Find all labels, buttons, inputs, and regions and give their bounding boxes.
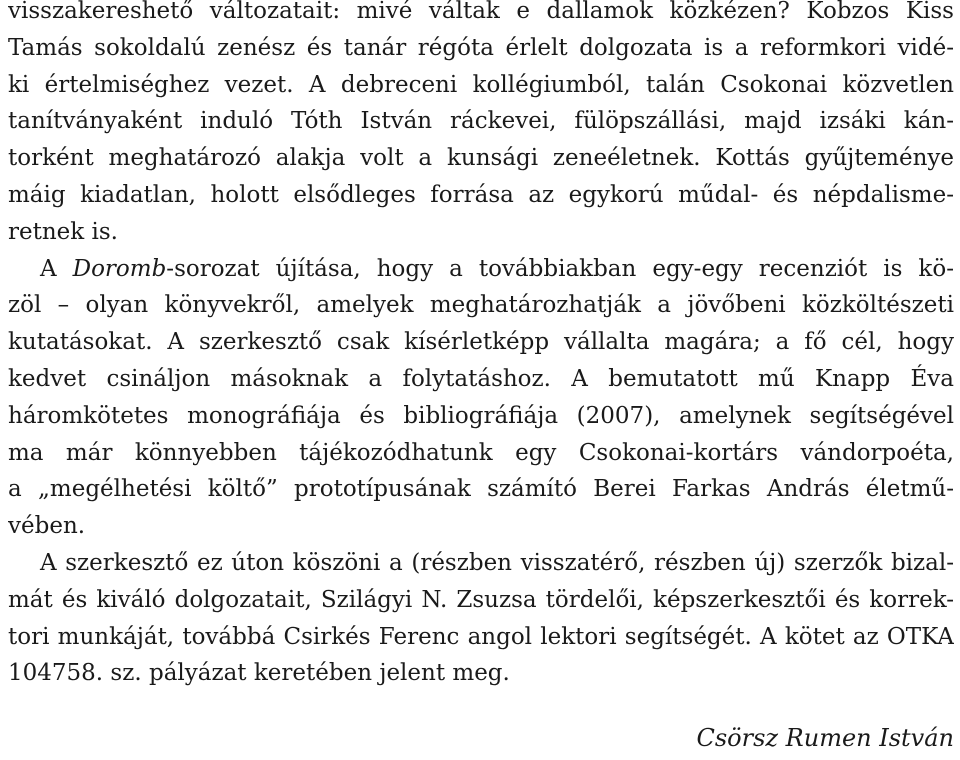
text-line: visszakereshető változatait: mivé váltak e dallamok közkézen? Kobzos Kiss bbox=[8, 0, 954, 24]
paragraph-1 bbox=[8, 0, 954, 251]
text-line: vében. bbox=[8, 513, 86, 540]
text-line: tori munkáját, továbbá Csirkés Ferenc angol lektori segítségét. A kötet az OTKA bbox=[8, 623, 954, 650]
text-line bbox=[8, 251, 954, 288]
text-line: kutatásokat. A szerkesztő csak kísérletképp vállalta magára; a fő cél, hogy bbox=[8, 329, 954, 356]
text-line: retnek is. bbox=[8, 218, 118, 245]
text-line: 104758. sz. pályázat keretében jelent meg. bbox=[8, 660, 510, 687]
text-line: ki értelmiséghez vezet. A debreceni kollégiumból, talán Csokonai közvetlen bbox=[8, 71, 954, 98]
paragraph-2 bbox=[8, 251, 954, 545]
text-line: tanítványaként induló Tóth István ráckevei, fülöpszállási, majd izsáki kán- bbox=[8, 108, 954, 135]
text-line: zöl – olyan könyvekről, amelyek meghatározhatják a jövőbeni közköltészeti bbox=[8, 292, 954, 319]
text-line: A szerkesztő ez úton köszöni a (részben visszatérő, részben új) szerzők bizal- bbox=[40, 549, 954, 576]
text-line: a „megélhetési költő” prototípusának számító Berei Farkas András életmű- bbox=[8, 476, 954, 503]
text-line: ma már könnyebben tájékozódhatunk egy Csokonai-kortárs vándorpoéta, bbox=[8, 439, 954, 466]
text-line: máig kiadatlan, holott elsődleges forrása az egykorú műdal- és népdalisme- bbox=[8, 181, 954, 208]
text-line: mát és kiváló dolgozatait, Szilágyi N. Zsuzsa tördelői, képszerkesztői és korrek- bbox=[8, 586, 954, 613]
text-line: torként meghatározó alakja volt a kunsági zeneéletnek. Kottás gyűjteménye bbox=[8, 145, 954, 172]
author-signature: Csörsz Rumen István bbox=[696, 724, 954, 752]
text-segment: A bbox=[40, 255, 73, 282]
series-title-italic: Doromb bbox=[72, 255, 167, 282]
paragraph-3 bbox=[8, 545, 954, 692]
text-line: háromkötetes monográfiája és bibliográfiája (2007), amelynek segítségével bbox=[8, 402, 954, 429]
text-line: Tamás sokoldalú zenész és tanár régóta érlelt dolgozata is a reformkori vidé- bbox=[8, 34, 954, 61]
text-line: kedvet csináljon másoknak a folytatáshoz. A bemutatott mű Knapp Éva bbox=[8, 365, 954, 392]
text-segment: -sorozat újítása, hogy a továbbiakban egy-egy recenziót is kö- bbox=[166, 255, 954, 282]
